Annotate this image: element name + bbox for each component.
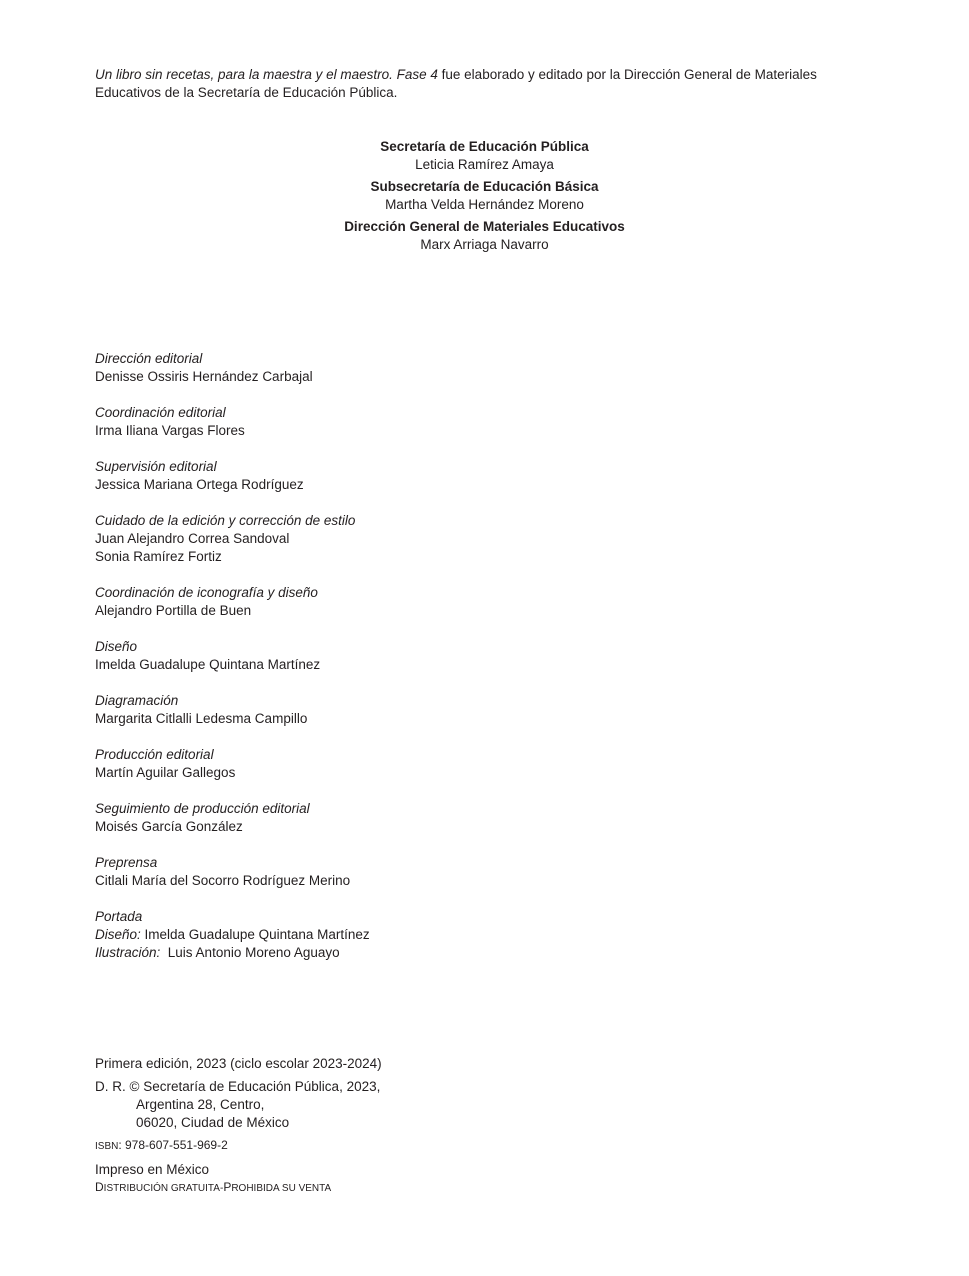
credit-produccion-editorial <box>95 746 695 782</box>
official-seb <box>0 178 969 214</box>
credit-preprensa <box>95 854 695 890</box>
credit-role: Producción editorial <box>95 747 214 762</box>
isbn-line <box>95 1136 695 1156</box>
cover-design-name: Imelda Guadalupe Quintana Martínez <box>140 927 370 942</box>
credit-role: Diseño <box>95 639 138 654</box>
credits-block <box>95 350 695 980</box>
distribution-notice <box>95 1179 695 1197</box>
credit-name: Jessica Mariana Ortega Rodríguez <box>95 477 304 492</box>
dist-initial-d: D <box>95 1180 104 1194</box>
credit-role: Preprensa <box>95 855 158 870</box>
printed-line: Impreso en México <box>95 1162 210 1177</box>
official-sep <box>0 138 969 174</box>
isbn-value: : 978-607-551-969-2 <box>118 1138 228 1152</box>
credit-role: Supervisión editorial <box>95 459 217 474</box>
officials-block <box>0 138 969 258</box>
credit-role: Dirección editorial <box>95 351 203 366</box>
credit-direccion-editorial <box>95 350 695 386</box>
official-holder: Leticia Ramírez Amaya <box>415 157 554 172</box>
credit-role: Coordinación editorial <box>95 405 226 420</box>
credit-role: Diagramación <box>95 693 179 708</box>
credit-seguimiento-produccion <box>95 800 695 836</box>
credit-name: Juan Alejandro Correa Sandoval <box>95 531 290 546</box>
credit-name: Citlali María del Socorro Rodríguez Merino <box>95 873 351 888</box>
cover-illustration-name: Luis Antonio Moreno Aguayo <box>160 945 340 960</box>
credit-name: Alejandro Portilla de Buen <box>95 603 252 618</box>
dist-rest-2: ROHIBIDA SU VENTA <box>231 1183 332 1194</box>
official-office: Secretaría de Educación Pública <box>380 139 589 154</box>
credit-portada <box>95 908 695 962</box>
credit-name: Irma Iliana Vargas Flores <box>95 423 245 438</box>
credit-role: Cuidado de la edición y corrección de estilo <box>95 513 356 528</box>
official-dgme <box>0 218 969 254</box>
credit-name: Margarita Citlalli Ledesma Campillo <box>95 711 308 726</box>
credit-coordinacion-editorial <box>95 404 695 440</box>
credit-name: Denisse Ossiris Hernández Carbajal <box>95 369 313 384</box>
official-office: Dirección General de Materiales Educativos <box>344 219 625 234</box>
cover-illustration-label: Ilustración: <box>95 945 161 960</box>
official-office: Subsecretaría de Educación Básica <box>370 179 599 194</box>
credit-role: Coordinación de iconografía y diseño <box>95 585 318 600</box>
cover-design-label: Diseño: <box>95 927 141 942</box>
dist-rest-1: ISTRIBUCIÓN GRATUITA- <box>103 1183 224 1194</box>
cover-design-line <box>95 926 695 944</box>
credit-supervision-editorial <box>95 458 695 494</box>
credit-name: Martín Aguilar Gallegos <box>95 765 236 780</box>
address-line: Argentina 28, Centro, <box>136 1097 265 1112</box>
official-holder: Martha Velda Hernández Moreno <box>385 197 584 212</box>
credit-diagramacion <box>95 692 695 728</box>
credit-cuidado-edicion <box>95 512 695 566</box>
isbn-label: ISBN <box>95 1141 119 1152</box>
dist-initial-p: P <box>223 1180 232 1194</box>
edition-line: Primera edición, 2023 (ciclo escolar 2023-2024) <box>95 1056 382 1071</box>
credit-role: Portada <box>95 909 143 924</box>
intro-text: fue elaborado y editado por la Dirección General de Materiales Educativos de la Secretaría de Educación Pública. <box>95 67 817 100</box>
credit-name: Imelda Guadalupe Quintana Martínez <box>95 657 321 672</box>
credit-name: Sonia Ramírez Fortiz <box>95 549 222 564</box>
cover-illustration-line <box>95 944 695 962</box>
credit-iconografia-diseno <box>95 584 695 620</box>
book-title: Un libro sin recetas, para la maestra y el maestro. Fase 4 <box>95 67 438 82</box>
credit-role: Seguimiento de producción editorial <box>95 801 310 816</box>
credit-name: Moisés García González <box>95 819 243 834</box>
copyright-line: D. R. © Secretaría de Educación Pública, 2023, <box>95 1079 381 1094</box>
imprint-block <box>95 1055 695 1197</box>
city-line: 06020, Ciudad de México <box>136 1115 290 1130</box>
intro-paragraph <box>95 66 885 102</box>
credit-diseno <box>95 638 695 674</box>
official-holder: Marx Arriaga Navarro <box>420 237 549 252</box>
